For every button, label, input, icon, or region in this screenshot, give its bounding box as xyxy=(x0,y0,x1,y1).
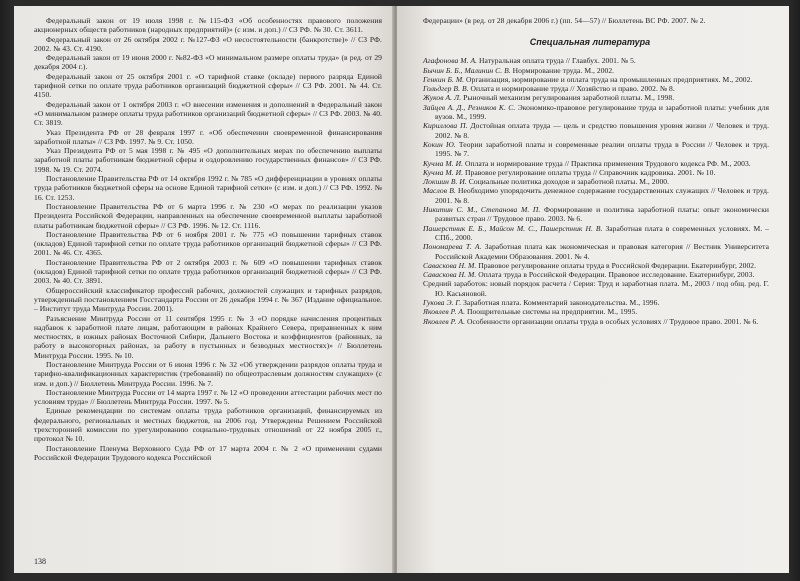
bibliography-entry xyxy=(423,205,769,224)
entry-author: Жуков А. Л. xyxy=(423,93,462,103)
entry-author: Кучма М. И. xyxy=(423,158,464,168)
bibliography-entry xyxy=(423,177,769,186)
bibliography-entry xyxy=(423,93,769,102)
bibliography-entry xyxy=(423,168,769,177)
entry-author: Кокин Ю. xyxy=(423,139,456,149)
legal-source-entry: Федеральный закон от 19 июня 2000 г. №82-ФЗ «О минимальном размере оплаты труда» (в ред. от 29 декабря 2004 г.). xyxy=(34,53,382,72)
bibliography-entry xyxy=(423,121,769,140)
continuation-entry: Федерации» (в ред. от 28 декабря 2006 г.) (пп. 54—57) // Бюллетень ВС РФ. 2007. № 2. xyxy=(423,16,706,25)
legal-source-entry: Постановление Минтруда России от 6 июня 1996 г. № 32 «Об утверждении разрядов оплаты труда и тарифно-квалификационных характеристик (требований) по общеотраслевым должностям служащих» (с изм. и доп.) // Бюллетень Минтруда России. 1996. № 7. xyxy=(34,359,382,388)
legal-source-entry: Постановление Правительства РФ от 2 октября 2003 г. № 609 «О повышении тарифных ставок (окладов) Единой тарифной сетки по оплате труда работников организаций бюджетной сферы» // СЗ РФ. 2003. № 40. Ст. 3891. xyxy=(34,257,382,286)
bibliography-entry xyxy=(423,270,769,279)
entry-text: Средний заработок: новый порядок расчета / Серия: Труд и заработная плата. М., 2003 / под общ. ред. Г. Ю. Касьяновой. xyxy=(423,279,769,298)
right-page xyxy=(397,6,789,573)
entry-author: Бычин Б. Б., Малинин С. В. xyxy=(423,65,511,75)
entry-text: Оплата и нормирование труда // Практика применения Трудового кодекса РФ. М., 2003. xyxy=(465,158,751,168)
bibliography-entry xyxy=(423,242,769,261)
entry-author: Саваскова Н. М. xyxy=(423,270,477,280)
legal-source-entry: Федеральный закон от 1 октября 2003 г. «О внесении изменения и дополнений в Федеральный закон «О минимальном размере оплаты труда работников организаций бюджетной сферы» // СЗ РФ. 2003. № 40. Ст. 3819. xyxy=(34,99,382,128)
entry-text: Социальные политика доходов и заработной платы. М., 2000. xyxy=(468,177,670,187)
bibliography-entry xyxy=(423,66,769,75)
legal-source-entry: Указ Президента РФ от 5 мая 1998 г. № 495 «О дополнительных мерах по обеспечению выплаты заработной платы работникам бюджетной сферы и оздоровлению государственных финансов» // СЗ РФ. 1998. № 19. Ст. 2074. xyxy=(34,146,382,174)
bibliography-entry xyxy=(423,56,769,65)
entry-author: Пономарева Т. А. xyxy=(423,242,482,252)
legal-source-entry: Федеральный закон от 26 октября 2002 г. №127-ФЗ «О несостоятельности (банкротстве)» // СЗ РФ. 2002. № 43. Ст. 4190. xyxy=(34,34,382,53)
page-number: 138 xyxy=(34,557,46,566)
bibliography-entry xyxy=(423,298,769,307)
bibliography-entry xyxy=(423,186,769,205)
entry-author: Локшин В. И. xyxy=(423,177,467,187)
bibliography-entry xyxy=(423,224,769,243)
entry-author: Агафонова М. А. xyxy=(423,56,478,66)
entry-text: Теории заработной платы и современные реалии оплаты труда в России // Человек и труд. 1995. № 7. xyxy=(435,139,770,159)
legal-source-entry: Постановление Правительства РФ от 6 марта 1996 г. № 230 «О мерах по реализации указов Президента Российской Федерации, направленных на обеспечение своевременной выплаты заработной платы работникам бюджетной сферы» // СЗ РФ. 1996. № 12. Ст. 1116. xyxy=(34,201,382,230)
entry-text: Рыночный механизм регулирования заработной платы. М., 1998. xyxy=(463,93,675,103)
legal-source-entry: Указ Президента РФ от 28 февраля 1997 г. «Об обеспечении своевременной финансирования заработной платы» // СЗ РФ. 1997. № 9. Ст. 1050. xyxy=(34,127,382,146)
entry-text: Заработная плата в современных условиях. М. – СПб., 2000. xyxy=(435,223,769,242)
entry-author: Гольдгер В. В. xyxy=(423,84,469,94)
legal-source-entry: Постановление Правительства РФ от 14 октября 1992 г. № 785 «О дифференциации в уровнях оплаты труда работников бюджетной сферы на основе Единой тарифной сетки» (с изм. и доп.) // СЗ РФ. 1992. № 16. Ст. 1253. xyxy=(34,174,382,202)
bibliography-entry xyxy=(423,307,769,316)
legal-source-entry: Федеральный закон от 25 октября 2001 г. «О тарифной ставке (окладе) первого разряда Единой тарифной сетки по оплате труда работников организаций бюджетной сферы» // СЗ РФ. 2001. № 44. Ст. 4150. xyxy=(34,71,382,100)
bibliography-entry xyxy=(423,261,769,270)
bibliography-list xyxy=(411,56,769,326)
entry-author: Саваскова Н. М. xyxy=(423,260,477,270)
legal-source-entry: Постановление Правительства РФ от 6 ноября 2001 г. № 775 «О повышении тарифных ставок (окладов) Единой тарифной сетки по оплате труда работников организаций бюджетной сферы» // СЗ РФ. 2001. № 46. Ст. 4365. xyxy=(34,229,382,258)
bibliography-entry xyxy=(423,103,769,122)
entry-author: Кучма М. И. xyxy=(423,167,464,177)
entry-text: Достойная оплата труда — цель и средство повышения уровня жизни // Человек и труд. 2002. № 8. xyxy=(435,121,770,140)
entry-text: Оплата и нормирование труда // Хозяйство и право. 2002. № 8. xyxy=(470,84,675,94)
entry-text: Правовое регулирование оплаты труда // Справочник кадровика. 2001. № 10. xyxy=(465,167,716,177)
bibliography-entry xyxy=(423,75,769,84)
entry-author: Пашерстник Е. Б., Майсон М. С., Пашерстник Н. В. xyxy=(423,223,603,233)
entry-text: Заработная плата. Комментарий законодательства. М., 1996. xyxy=(463,298,660,308)
legal-source-entry: Единые рекомендации по системам оплаты труда работников организаций, финансируемых из федерального, региональных и местных бюджетов, на 2006 год. Утверждены Решением Российской трехсторонней комиссии по урегулированию социально-трудовых отношений от 22 ноября 2005 г., протокол № 10. xyxy=(34,406,382,444)
entry-text: Необходимо упорядочить денежное содержание государственных служащих // Человек и труд. 2001. № 8. xyxy=(435,186,769,205)
entry-author: Генкин Б. М. xyxy=(423,74,465,84)
entry-text: Организация, нормирование и оплата труда на промышленных предприятиях. М., 2002. xyxy=(466,74,753,84)
entry-text: Поощрительные системы на предприятии. М., 1995. xyxy=(466,307,638,317)
legal-source-entry: Постановление Минтруда России от 14 марта 1997 г. № 12 «О проведении аттестации рабочих мест по условиям труда» // Бюллетень Минтруда России. 1997. № 5. xyxy=(34,387,382,407)
entry-author: Гукова Э. Г. xyxy=(423,298,462,308)
entry-author: Никитин С. М., Степанова М. П. xyxy=(423,205,541,215)
legal-source-entry: Общероссийский классификатор профессий рабочих, должностей служащих и тарифных разрядов, утвержденный постановлением Госстандарта России от 26 декабря 1994 г. № 367 (Издание официальное. – Институт труда Минтруда России. 2001). xyxy=(34,285,382,314)
entry-text: Натуральная оплата труда // Главбух. 2001. № 5. xyxy=(479,56,636,66)
entry-text: Особенности организации оплаты труда в особых условиях // Трудовое право. 2001. № 6. xyxy=(466,316,759,326)
left-page xyxy=(14,6,394,573)
entry-text: Правовое регулирование оплаты труда в Российской Федерации. Екатеринбург, 2002. xyxy=(478,260,757,270)
entry-text: Экономико-правовое регулирование труда и заработной платы: учебник для вузов. М., 1999. xyxy=(435,102,770,122)
entry-text: Нормирование труда. М., 2002. xyxy=(512,65,615,75)
entry-text: Формирование и политика заработной платы: опыт экономически развитых стран // Трудовое право. 2003. № 6. xyxy=(435,205,770,224)
entry-author: Кириллова П. xyxy=(423,121,468,131)
bibliography-entry xyxy=(423,279,769,298)
entry-text: Оплата труда в Российской Федерации. Правовое исследование. Екатеринбург, 2003. xyxy=(478,270,755,280)
legal-source-entry: Федеральный закон от 19 июля 1998 г. №115-ФЗ «Об особенностях правового положения акционерных обществ работников (народных предприятий)» (с изм. и доп.) // СЗ РФ. № 30. Ст. 3611. xyxy=(34,16,382,35)
entry-author: Яковлев Р. А. xyxy=(423,316,466,326)
legal-source-entry: Разъяснение Минтруда России от 11 сентября 1995 г. № 3 «О порядке начисления процентных надбавок к заработной плате лицам, работающим в районах Крайнего Севера, приравненных к ним местностях, в южных районах Восточной Сибири, Дальнего Востока и коэффициентов (районных, за работу в высокогорных районах, за работу в пустынных и безводных местностях)» // Бюллетень Минтруда России. 1995. № 10. xyxy=(34,313,382,360)
bibliography-entry xyxy=(423,140,769,159)
entry-text: Заработная плата как экономическая и правовая категория // Вестник Университета Российской Академии Образования. 2001. № 4. xyxy=(435,242,769,261)
bibliography-entry xyxy=(423,159,769,168)
entry-author: Зайцев А. Д., Резников К. С. xyxy=(423,102,516,112)
bibliography-entry xyxy=(423,84,769,93)
left-page-entries xyxy=(34,16,382,462)
legal-source-entry: Постановление Пленума Верховного Суда РФ от 17 марта 2004 г. № 2 «О применении судами Российской Федерации Трудового кодекса Российской xyxy=(34,443,382,462)
bibliography-entry xyxy=(423,317,769,326)
entry-author: Маслов В. xyxy=(423,186,456,196)
section-title: Специальная литература xyxy=(529,37,651,48)
entry-author: Яковлев Р. А. xyxy=(423,307,466,317)
